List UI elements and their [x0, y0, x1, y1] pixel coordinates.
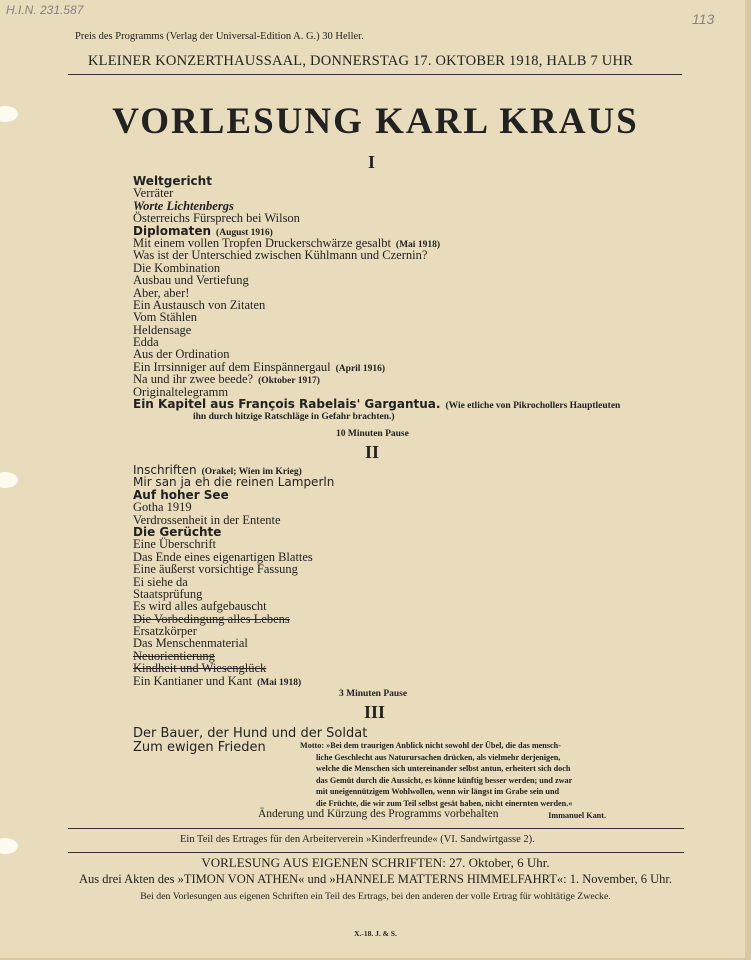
price-line: Preis des Programms (Verlag der Universal-Edition A. G.) 30 Heller. — [75, 31, 364, 42]
program-list-part1 — [133, 175, 620, 410]
motto-line: welche die Menschen sich untereinander selbst antun, erheitert sich doch — [316, 764, 571, 774]
program-item-title: Verdrossenheit in der Entente — [133, 512, 281, 527]
program-item-title: Ausbau und Vertiefung — [133, 273, 249, 288]
program-item-title: Ersatzkörper — [133, 624, 197, 639]
program-item-title: Eine Überschrift — [133, 537, 216, 552]
program-item-title: Inschriften — [133, 463, 197, 477]
program-item-title: Verräter — [133, 186, 174, 201]
proceeds-note: Ein Teil des Ertrages für den Arbeiterverein »Kinderfreunde« (VI. Sandwirtgasse 2). — [180, 834, 535, 845]
program-item — [133, 299, 620, 311]
venue-line: KLEINER KONZERTHAUSSAAL, DONNERSTAG 17. OKTOBER 1918, HALB 7 UHR — [88, 53, 633, 69]
program-item-date: (Wie etliche von Pikrochollers Hauptleuten — [445, 401, 621, 412]
program-item-title: Es wird alles aufgebauscht — [133, 599, 267, 614]
program-item-title: Ein Kantianer und Kant — [133, 673, 253, 688]
program-item-title: Aber, aber! — [133, 285, 190, 300]
program-item-title: Ein Kapitel aus François Rabelais' Gargantua. — [133, 397, 441, 412]
footer-line3: Bei den Vorlesungen aus eigenen Schriften ein Teil des Ertrags, bei den anderen der volle Ertrag für wohltätige Zwecke. — [140, 891, 611, 902]
program-item-title: Vom Stählen — [133, 310, 198, 325]
program-item-title: Das Ende eines eigenartigen Blattes — [133, 549, 313, 564]
program-item — [133, 675, 334, 687]
program-item — [133, 311, 620, 323]
punch-hole — [0, 838, 18, 854]
program-item-title: Gotha 1919 — [133, 500, 192, 515]
program-item-title: Originaltelegramm — [133, 384, 229, 399]
pause-note: 10 Minuten Pause — [336, 429, 409, 439]
program-item-date: (Oktober 1917) — [258, 376, 320, 387]
motto-line: mit uneigennützigem Wohlwollen, wenn wir längst im Grabe sein und — [316, 787, 560, 797]
program-item-title: Kindheit und Wiesenglück — [133, 661, 267, 676]
program-item-title: Aus der Ordination — [133, 347, 230, 362]
program-item — [133, 175, 620, 187]
motto-line: liche Geschlecht aus Naturursachen drücken, als vielmehr derjenigen, — [316, 752, 561, 762]
footer-line1: VORLESUNG AUS EIGENEN SCHRIFTEN: 27. Oktober, 6 Uhr. — [201, 855, 550, 870]
program-item — [133, 398, 620, 410]
program-item-title: Mir san ja eh die reinen Lamperln — [133, 475, 335, 490]
part-numeral: III — [364, 702, 386, 722]
program-item-title: Ein Austausch von Zitaten — [133, 297, 266, 312]
program-item-title: Na und ihr zwee beede? — [133, 372, 254, 387]
program-item-title: Ein Irrsinniger auf dem Einspännergaul — [133, 359, 331, 374]
program-item-date: (Mai 1918) — [257, 677, 302, 688]
program-item-title: Staatsprüfung — [133, 586, 203, 601]
footer-line2: Aus drei Akten des »TIMON VON ATHEN« und »HANNELE MATTERNS HIMMELFAHRT«: 1. November, 6 Uhr. — [78, 872, 673, 886]
program-item-title: Die Kombination — [133, 260, 221, 275]
program-item — [133, 324, 620, 336]
program-item: Der Bauer, der Hund und der Soldat — [133, 726, 368, 741]
program-item-title: Diplomaten — [133, 223, 212, 238]
program-item: Zum ewigen Frieden — [133, 740, 266, 755]
program-item-title: Die Gerüchte — [133, 524, 222, 539]
program-item-title: Eine äußerst vorsichtige Fassung — [133, 562, 298, 577]
program-item-date: (April 1916) — [335, 363, 385, 374]
changes-note: Änderung und Kürzung des Programms vorbehalten — [258, 808, 499, 820]
part-numeral: I — [368, 152, 376, 172]
part-numeral: II — [365, 442, 380, 462]
program-item-title: Auf hoher See — [133, 487, 229, 502]
punch-hole — [0, 472, 18, 488]
page-title: VORLESUNG KARL KRAUS — [112, 101, 639, 142]
program-item-title: Worte Lichtenbergs — [133, 198, 234, 213]
note-continuation: ihn durch hitzige Ratschläge in Gefahr brachten.) — [193, 412, 395, 422]
archive-mark: H.I.N. 231.587 — [6, 3, 84, 17]
program-item-title: Edda — [133, 335, 159, 350]
motto-line: das Gemüt durch die Aussicht, es könne künftig besser werden; und zwar — [316, 775, 573, 785]
program-item-date: (Mai 1918) — [395, 239, 440, 250]
divider — [68, 828, 684, 829]
program-item-title: Weltgericht — [133, 174, 212, 188]
program-list-part2 — [133, 464, 334, 687]
divider — [68, 74, 682, 75]
printer-mark: X.-18. J. & S. — [354, 929, 397, 938]
program-item-title: Das Menschenmaterial — [133, 636, 248, 651]
pause-note: 3 Minuten Pause — [339, 689, 408, 699]
program-item-title: Heldensage — [133, 322, 192, 337]
motto-author: Immanuel Kant. — [548, 810, 606, 820]
program-item-date: (Orakel; Wien im Krieg) — [201, 467, 302, 477]
program-item — [133, 274, 620, 286]
motto-line: Motto: »Bei dem traurigen Anblick nicht sowohl der Übel, die das mensch- — [300, 741, 561, 750]
program-item-title: Die Vorbedingung alles Lebens — [133, 611, 290, 626]
divider — [68, 852, 684, 853]
motto-line: die Früchte, die wir zum Teil selbst gesät haben, nicht einernten werden.« — [316, 798, 573, 808]
program-item-title: Neuorientierung — [133, 648, 215, 663]
program-item-title: Österreichs Fürsprech bei Wilson — [133, 211, 300, 226]
program-item-title: Ei siehe da — [133, 574, 188, 589]
page-number: 113 — [692, 11, 715, 27]
program-item-title: Mit einem vollen Tropfen Druckerschwärze gesalbt — [133, 235, 391, 250]
program-item-title: Was ist der Unterschied zwischen Kühlmann und Czernin? — [133, 248, 428, 263]
program-item-date: (August 1916) — [216, 227, 273, 238]
